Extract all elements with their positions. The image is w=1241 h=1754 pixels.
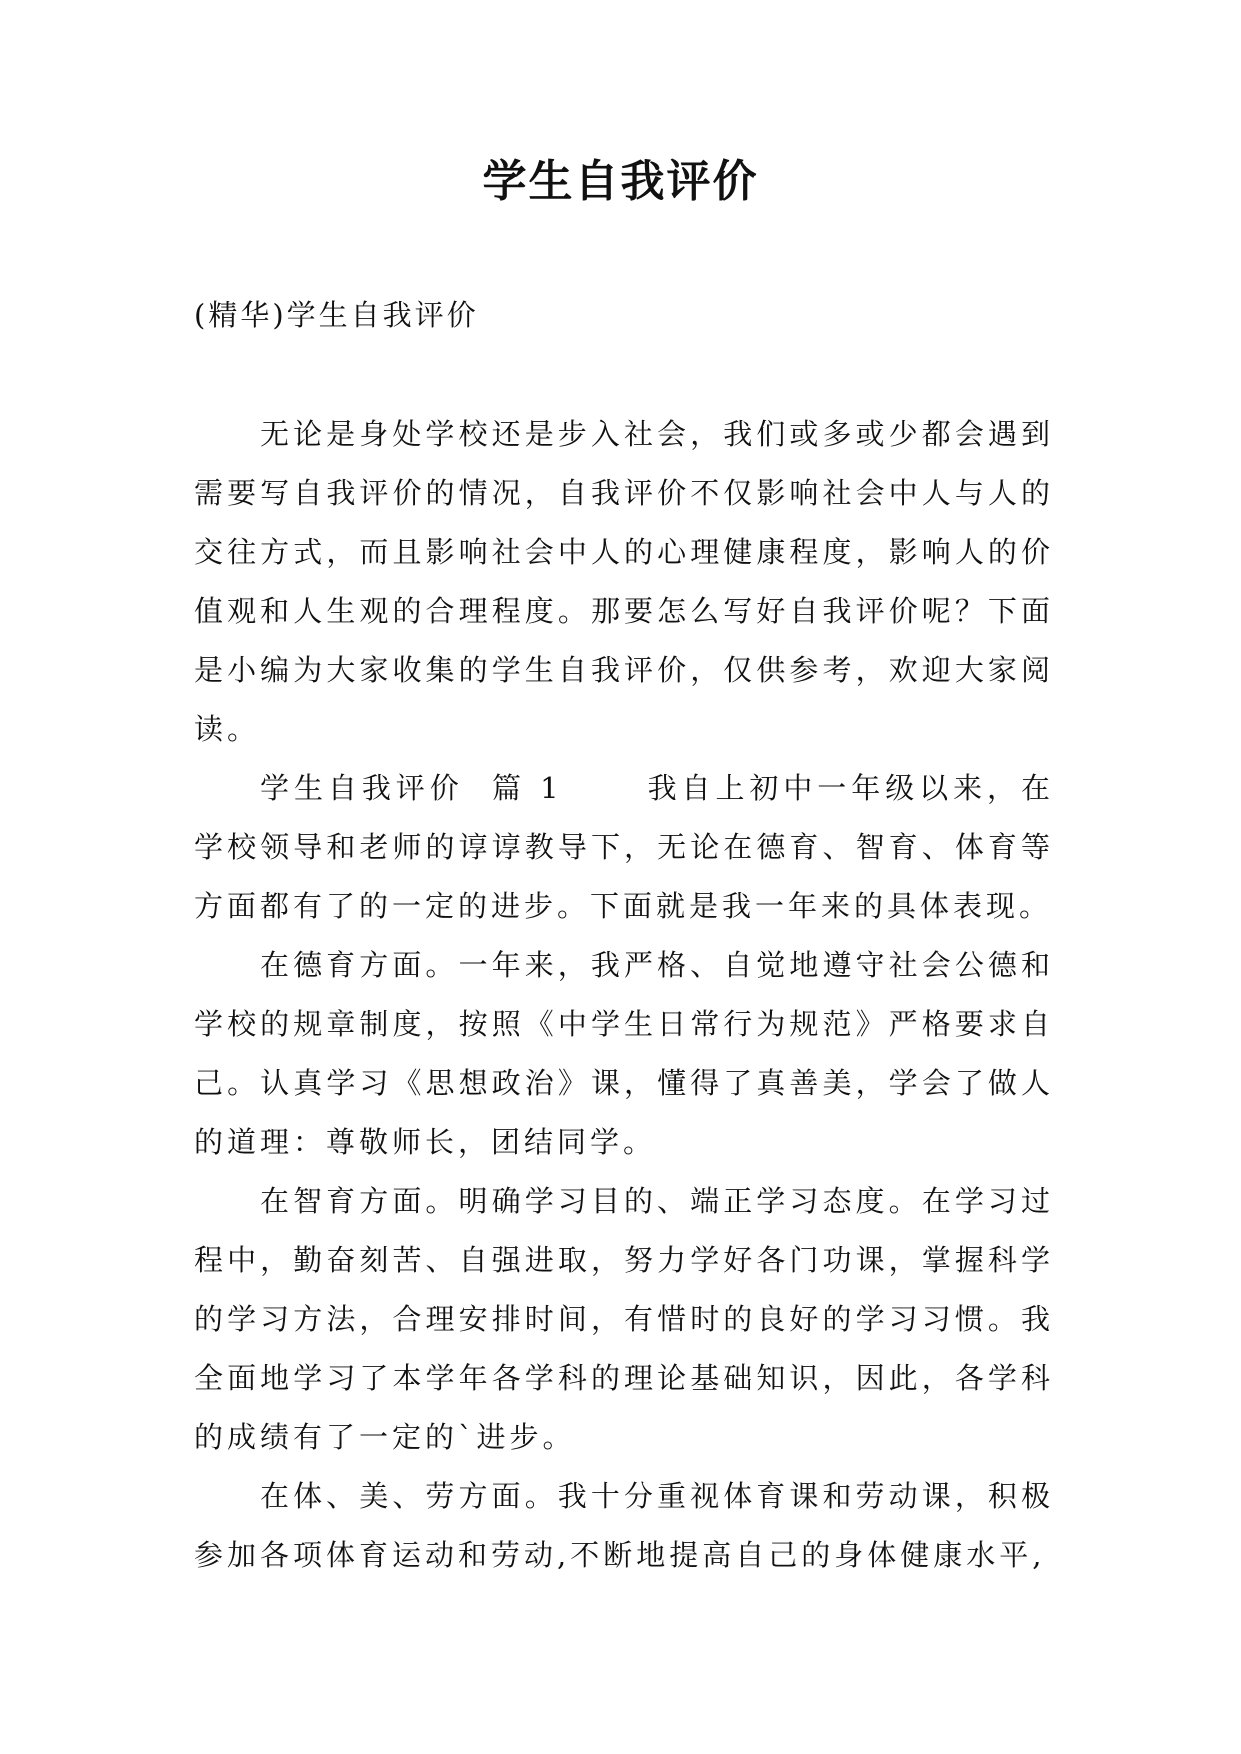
section-text: 我自上初中一年级以来，在学校领导和老师的谆谆教导下，无论在德育、智育、体育等方面都有了的一定的进步。下面就是我一年来的具体表现。 xyxy=(194,771,1054,923)
document-title: 学生自我评价 xyxy=(482,156,759,207)
intellectual-education-paragraph: 在智育方面。明确学习目的、端正学习态度。在学习过程中，勤奋刻苦、自强进取，努力学好各门功课，掌握科学的学习方法，合理安排时间，有惜时的良好的学习习惯。我全面地学习了本学年各学科的理论基础知识，因此，各学科的成绩有了一定的`进步。 xyxy=(194,1184,1054,1454)
moral-education-paragraph: 在德育方面。一年来，我严格、自觉地遵守社会公德和学校的规章制度，按照《中学生日常行为规范》严格要求自己。认真学习《思想政治》课，懂得了真善美，学会了做人的道理：尊敬师长，团结同学。 xyxy=(194,948,1054,1159)
physical-education-paragraph: 在体、美、劳方面。我十分重视体育课和劳动课，积极参加各项体育运动和劳动,不断地提高自己的身体健康水平, xyxy=(194,1479,1054,1572)
document-body xyxy=(194,405,1054,1585)
intro-paragraph: 无论是身处学校还是步入社会，我们或多或少都会遇到需要写自我评价的情况，自我评价不仅影响社会中人与人的交往方式，而且影响社会中人的心理健康程度，影响人的价值观和人生观的合理程度。那要怎么写好自我评价呢？下面是小编为大家收集的学生自我评价，仅供参考，欢迎大家阅读。 xyxy=(194,417,1054,746)
section-paragraph xyxy=(194,759,1054,936)
section-heading: 学生自我评价 篇 1 xyxy=(260,771,648,805)
document-subtitle: (精华)学生自我评价 xyxy=(194,298,479,332)
